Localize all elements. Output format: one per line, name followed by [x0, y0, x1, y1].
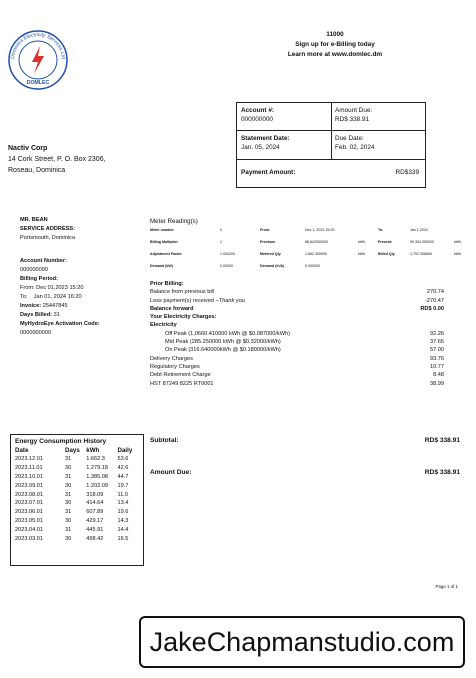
history-title: Energy Consumption History: [15, 438, 107, 445]
due-date-value: Feb. 02, 2024: [335, 144, 375, 151]
payment-amount-value: RD$339: [395, 169, 419, 176]
hst-value: 38.99: [430, 380, 444, 387]
delivery-charges-label: Delivery Charges: [150, 355, 193, 362]
myhydro-label: MyHydroEye Activation Code:: [20, 321, 100, 327]
billing-to: To: Jan 01, 2024 16:20: [20, 294, 82, 300]
debt-retirement-value: 8.48: [433, 372, 444, 379]
debt-retirement-label: Debt Retirement Charge: [150, 372, 211, 379]
table-row: 2023.05.01 30 429.17 14.3: [15, 517, 129, 524]
account-summary-box: [236, 102, 426, 188]
account-number-value: 000000000: [20, 267, 48, 273]
billing-from: From: Dec 01,2023 15:20: [20, 285, 84, 291]
amount-due-total-value: RD$ 338.91: [424, 469, 460, 476]
svg-text:Dominica Electricity Services: Dominica Electricity Services Ltd: [9, 31, 66, 60]
billing-period-label: Billing Period:: [20, 276, 58, 282]
balance-forward-value: RD$ 0.00: [420, 305, 444, 312]
table-row: 2023.09.01 30 1.202.09 19.7: [15, 482, 129, 489]
invoice-row: Invoice: 25447845: [20, 303, 68, 309]
statement-date-value: Jan. 05, 2024: [241, 144, 280, 151]
meter-row: Adjustment Factor 1.054200 Metered Qty 1,662.300000 kWh Billed Qty 1,752.306660 kWh: [150, 252, 462, 256]
billing-details: [150, 280, 460, 388]
amount-due-total-label: Amount Due:: [150, 469, 192, 476]
prior-billing-heading: Prior Billing:: [150, 281, 184, 287]
table-row: 2023.06.01 31 607.89 19.6: [15, 509, 129, 516]
customer-address: [8, 143, 106, 176]
delivery-charges-value: 93.76: [430, 355, 444, 362]
meter-row: Meter number 0 From: Dec 1, 2023 15:20 To: Jan 1,2024: [150, 228, 428, 232]
payment-received-label: Less payment(s) received –Thank you: [150, 297, 245, 304]
on-peak-label: On Peak (316.640000kWh @ $0.180000/kWh): [165, 347, 281, 354]
charges-heading: Your Electricity Charges:: [150, 314, 217, 321]
account-number-label: Account Number:: [20, 258, 67, 264]
amount-due-value: RD$ 338.91: [335, 116, 370, 123]
service-address-value: Portsmouth, Dominica: [20, 235, 76, 241]
previous-balance-label: Balance from previous bill: [150, 289, 215, 296]
myhydro-value: 0000000000: [20, 330, 52, 336]
payment-received-value: -270.47: [425, 297, 444, 304]
consumption-history: [10, 434, 144, 566]
account-info-column: [20, 216, 140, 338]
electricity-heading: Electricity: [150, 322, 177, 329]
table-row: 2023.04.01 31 445.91 14.4: [15, 526, 129, 533]
service-address-label: SERVICE ADDRESS:: [20, 226, 76, 232]
promo-code: 11000: [326, 31, 344, 38]
promo-signup: Sign up for e-Billing today: [295, 41, 375, 48]
subtotal-label: Subtotal:: [150, 437, 179, 444]
table-row: 2023.07.01 30 414.64 13.4: [15, 500, 129, 507]
payment-amount-label: Payment Amount:: [241, 169, 296, 176]
regulatory-charges-label: Regulatory Charges: [150, 363, 200, 370]
customer-address-line1: 14 Cork Street, P. O. Box 2306,: [8, 156, 106, 163]
meter-row: Demand (kW) 0.00000 Demand (kVA) 0.000000: [150, 264, 320, 268]
regulatory-charges-value: 10.77: [430, 363, 444, 370]
meter-title: Meter Reading(s): [150, 218, 198, 225]
history-header-row: Date Days kWh Daily: [15, 447, 133, 454]
watermark-banner: JakeChapmanstudio.com: [139, 616, 465, 668]
meter-readings: [150, 218, 466, 273]
amount-due-label: Amount Due:: [335, 107, 373, 114]
off-peak-label: Off Peak (1,0660.410000 kWh @ $0.087000/kWh): [165, 330, 290, 337]
promo-block: [250, 30, 420, 60]
page-number: Page 1 of 1: [435, 584, 458, 589]
table-row: 2023.11.01 30 1.279.18 42.6: [15, 465, 129, 472]
previous-balance-value: 270.74: [426, 289, 444, 296]
on-peak-value: 57.00: [430, 347, 444, 354]
lightning-bolt-icon: [32, 46, 44, 74]
customer-address-line2: Roseau, Dominica: [8, 167, 66, 174]
history-table: [15, 446, 140, 543]
mid-peak-label: Mid Peak (285.250000 kWh @ $0.32000/kWh): [165, 339, 281, 346]
customer-name: Nactiv Corp: [8, 145, 48, 152]
customer-person: MR. BEAN: [20, 217, 48, 223]
logo-name: DOMLEC: [26, 80, 50, 86]
balance-forward-label: Balance forward: [150, 305, 194, 312]
table-row: 2023.10.01 31 1.385.08 44.7: [15, 473, 129, 480]
table-row: 2023.12.01 31 1.662.3 53.6: [15, 456, 129, 463]
statement-date-label: Statement Date:: [241, 135, 290, 142]
due-date-label: Due Date:: [335, 135, 364, 142]
meter-row: Billing Multiplier 1 Previous 88,642050000 kWh Present: 90,304.350000 kWh: [150, 240, 462, 244]
mid-peak-value: 37.65: [430, 339, 444, 346]
domlec-logo: [6, 24, 70, 96]
account-label: Account #:: [241, 107, 275, 114]
days-billed-row: Days Billed: 31: [20, 312, 60, 318]
table-row: 2023.08.01 31 318.09 11.0: [15, 491, 128, 498]
table-row: 2023.03.01 30 498.42 16.5: [15, 535, 129, 542]
account-value: 000000000: [241, 116, 273, 123]
promo-link[interactable]: Learn more at www.domlec.dm: [287, 51, 383, 58]
off-peak-value: 92.26: [430, 330, 444, 337]
hst-label: HST 87249 8225 RT0001: [150, 380, 214, 387]
subtotal-value: RD$ 338.91: [424, 437, 460, 444]
